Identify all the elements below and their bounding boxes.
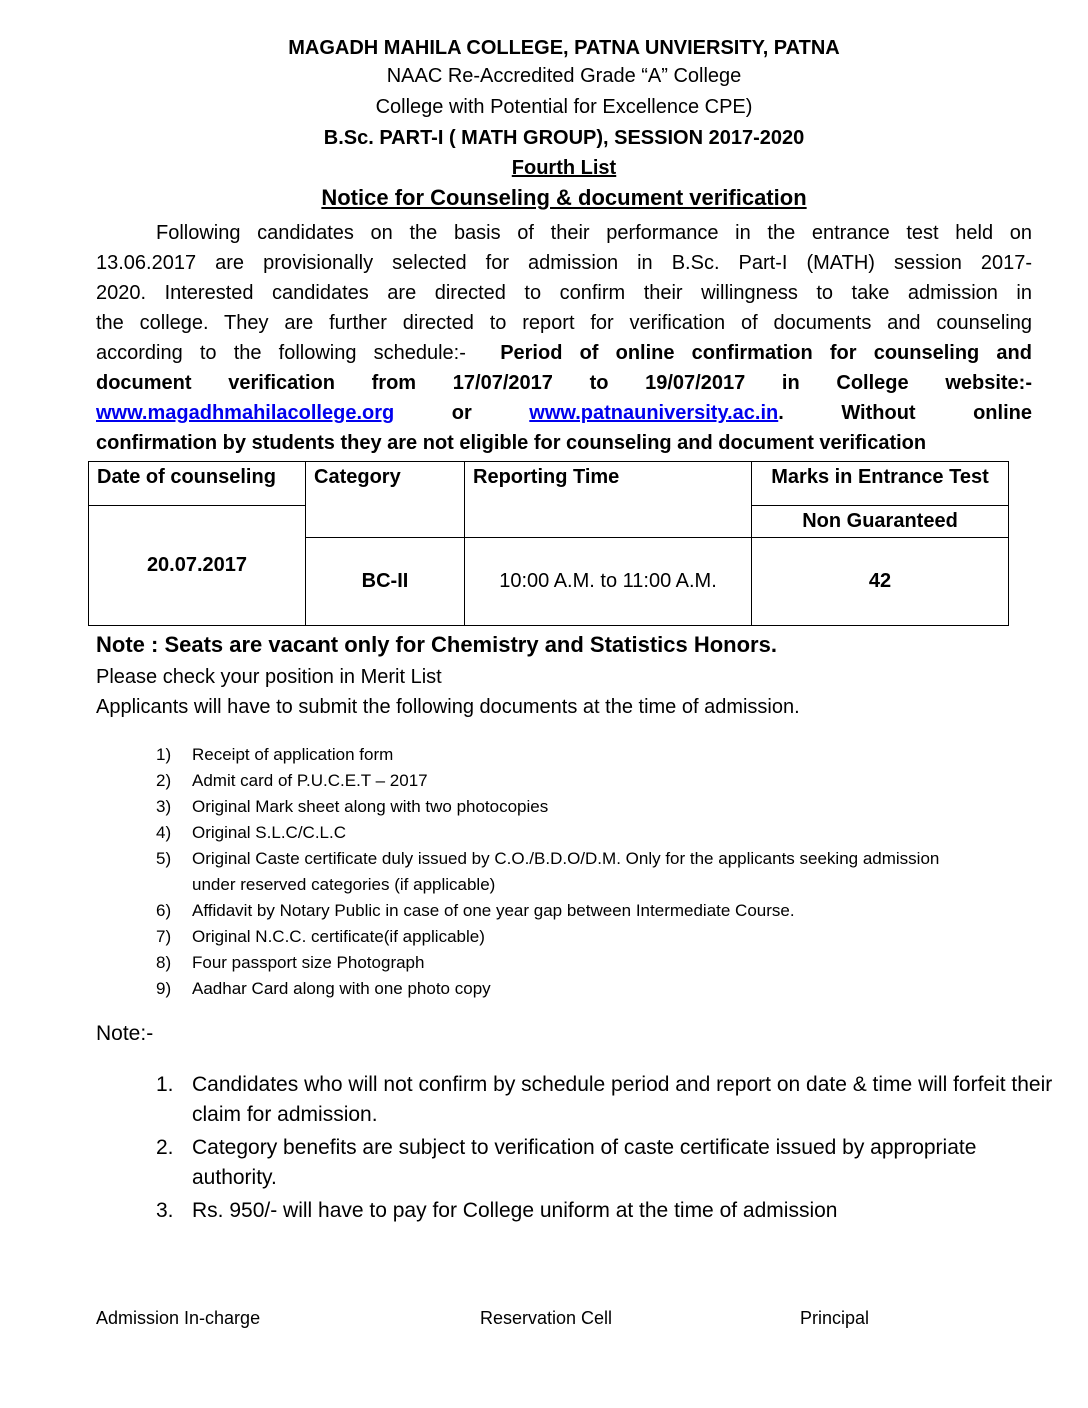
- intro-line-4: the college. They are further directed to report for verification of documents and counseling: [96, 312, 1032, 334]
- college-name: MAGADH MAHILA COLLEGE, PATNA UNVIERSITY, PATNA: [288, 37, 840, 59]
- intro-line-8: confirmation by students they are not eligible for counseling and document verification: [96, 432, 927, 454]
- marks-subheader: Non Guaranteed: [752, 506, 1009, 538]
- college-website-link[interactable]: www.magadhmahilacollege.org: [96, 402, 395, 424]
- merit-list-line: Please check your position in Merit List: [96, 666, 442, 688]
- category-value: BC-II: [306, 538, 465, 626]
- signature-reservation-cell: Reservation Cell: [480, 1308, 613, 1328]
- list-item: 2. Category benefits are subject to verification of caste certificate issued by appropriate authority.: [156, 1136, 977, 1189]
- header-category: Category: [306, 462, 465, 538]
- list-title: Fourth List: [511, 157, 617, 179]
- list-item: 9) Aadhar Card along with one photo copy: [156, 979, 491, 998]
- seats-note: Note : Seats are vacant only for Chemistry and Statistics Honors.: [96, 632, 777, 657]
- header-date: Date of counseling: [89, 462, 306, 506]
- schedule-text: according to the following schedule:-: [96, 342, 466, 364]
- documents-list: [156, 742, 976, 1002]
- accreditation-line: NAAC Re-Accredited Grade “A” College: [386, 65, 742, 87]
- notes-list: [156, 1070, 1056, 1229]
- cpe-line: College with Potential for Excellence CPE): [375, 96, 753, 118]
- counseling-date: 20.07.2017: [89, 506, 306, 626]
- list-item: 6) Affidavit by Notary Public in case of one year gap between Intermediate Course.: [156, 901, 795, 920]
- list-item: 2) Admit card of P.U.C.E.T – 2017: [156, 771, 428, 790]
- course-line: B.Sc. PART-I ( MATH GROUP), SESSION 2017-2020: [323, 127, 805, 149]
- documents-intro: Applicants will have to submit the following documents at the time of admission.: [96, 696, 800, 718]
- list-item: 3. Rs. 950/- will have to pay for College uniform at the time of admission: [156, 1199, 838, 1222]
- intro-line-6: document verification from 17/07/2017 to 19/07/2017 in College website:-: [96, 372, 1032, 394]
- notice-title: Notice for Counseling & document verification: [321, 185, 807, 210]
- intro-line-2: 13.06.2017 are provisionally selected for admission in B.Sc. Part-I (MATH) session 2017-: [96, 252, 1032, 274]
- counseling-schedule-table: [88, 461, 1009, 626]
- intro-paragraph: [96, 218, 1032, 458]
- list-item: 3) Original Mark sheet along with two photocopies: [156, 797, 549, 816]
- marks-value: 42: [752, 538, 1009, 626]
- intro-line-3: 2020. Interested candidates are directed to confirm their willingness to take admission in: [96, 282, 1032, 304]
- reporting-time-value: 10:00 A.M. to 11:00 A.M.: [465, 538, 752, 626]
- without-online-text: . Without online: [778, 402, 1032, 424]
- intro-line-7: [96, 398, 1032, 428]
- university-website-link[interactable]: www.patnauniversity.ac.in: [529, 402, 779, 424]
- intro-line-5: [96, 338, 1032, 368]
- list-item: 8) Four passport size Photograph: [156, 953, 425, 972]
- intro-line-1: Following candidates on the basis of their performance in the entrance test held on: [156, 222, 1032, 244]
- note-label: Note:-: [96, 1022, 154, 1045]
- signature-admission-incharge: Admission In-charge: [96, 1308, 261, 1328]
- signature-principal: Principal: [800, 1308, 870, 1328]
- or-text: or: [451, 402, 472, 424]
- header-marks: Marks in Entrance Test: [752, 462, 1009, 506]
- confirmation-period-text: Period of online confirmation for counseling and: [500, 342, 1032, 364]
- list-item: 1. Candidates who will not confirm by schedule period and report on date & time will forfeit their claim for admission.: [156, 1073, 1053, 1126]
- list-item: 7) Original N.C.C. certificate(if applicable): [156, 927, 485, 946]
- list-item: 4) Original S.L.C/C.L.C: [156, 823, 346, 842]
- list-item: 5) Original Caste certificate duly issued by C.O./B.D.O/D.M. Only for the applicants seeking admission under reserved categories (if applicable): [156, 849, 940, 894]
- header-reporting-time: Reporting Time: [465, 462, 752, 538]
- list-item: 1) Receipt of application form: [156, 745, 394, 764]
